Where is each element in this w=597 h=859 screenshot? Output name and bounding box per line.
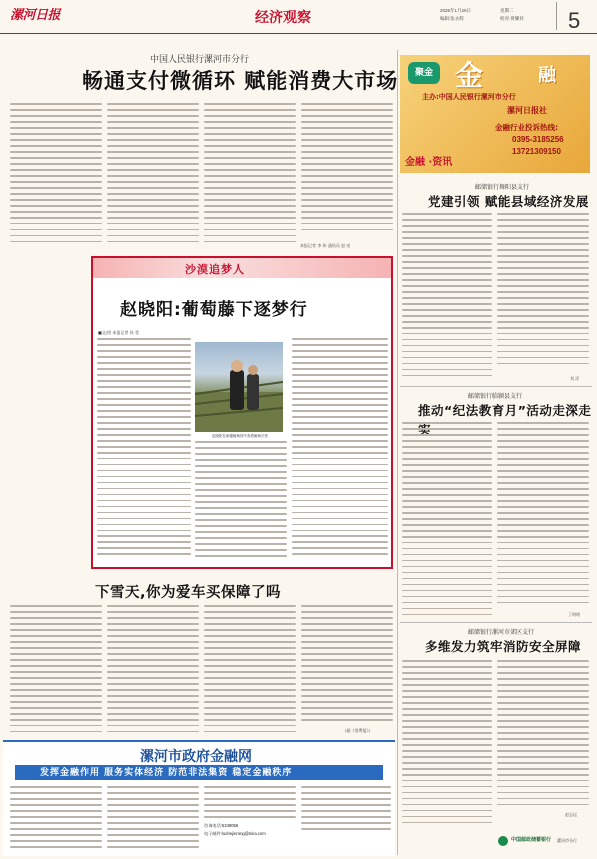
feature-headline: 赵晓阳:葡萄藤下逐梦行	[120, 300, 308, 320]
bank-logo-branch: 漯河市分行	[557, 838, 577, 843]
right-news-2-author: 丁明明	[568, 612, 580, 617]
snow-article-column-4	[301, 605, 393, 725]
right-news-3-column-1	[402, 660, 492, 830]
portal-contact-email: 电子邮件:luohejinrong@sina.com	[204, 831, 266, 836]
column-divider	[397, 50, 398, 855]
portal-column-1	[10, 786, 102, 852]
issue-date: 2026年1月20日	[440, 8, 472, 13]
finance-news-tag: 金融 ·资讯	[405, 157, 453, 168]
portal-column-2	[107, 786, 199, 852]
feature-banner-title: 沙漠追梦人	[185, 263, 245, 276]
bank-logo-name: 中国邮政储蓄银行	[511, 837, 552, 843]
divider	[400, 386, 592, 387]
vineyard-photo-icon	[195, 342, 283, 432]
right-news-2-column-2	[497, 422, 589, 612]
portal-column-3	[204, 786, 296, 822]
feature-column-2	[195, 441, 287, 563]
right-news-1-author: 刘 洋	[570, 376, 580, 381]
feature-column-1	[97, 338, 191, 563]
section-title: 经济观察	[255, 10, 311, 26]
right-news-1-headline: 党建引领 赋能县域经济发展	[428, 194, 589, 209]
portal-contact-phone: 咨询电话:5349066	[204, 823, 239, 828]
snow-article-column-2	[107, 605, 199, 737]
finance-portal-title: 漯河市政府金融网	[140, 749, 252, 765]
top-article-column-4	[301, 103, 393, 243]
right-news-1-subtitle: 邮储银行舞阳县支行	[475, 184, 530, 191]
editor: 编辑:张永辉	[440, 16, 464, 21]
right-news-2-subtitle: 邮储银行临颍县支行	[468, 393, 523, 400]
top-article-byline: 本报记者 李 伟 通讯员 赵 亮	[300, 243, 351, 248]
top-article-headline: 畅通支付微循环 赋能消费大市场	[82, 69, 399, 93]
right-news-3-author: 赵志远	[565, 812, 577, 817]
header-divider	[556, 2, 557, 30]
right-news-1-column-2	[497, 213, 589, 373]
issue-weekday: 星期二	[500, 8, 514, 13]
feature-photo	[195, 342, 283, 432]
feature-byline: ■文/图 本报记者 孙 莹	[98, 330, 139, 335]
ad-branch: 漯河日报社	[507, 106, 547, 115]
bank-logo-icon	[498, 836, 508, 846]
page-number: 5	[568, 8, 581, 33]
feature-column-3	[292, 338, 388, 563]
right-news-3-column-2	[497, 660, 589, 810]
finance-portal-slogan: 发挥金融作用 服务实体经济 防范非法集资 稳定金融秩序	[40, 768, 293, 778]
snow-article-column-3	[204, 605, 296, 737]
top-article-subtitle: 中国人民银行漯河市分行	[150, 55, 250, 65]
top-article-column-3	[204, 103, 296, 253]
ad-phone-1: 0395-3185256	[512, 135, 564, 144]
snow-article-headline: 下雪天,你为爱车买保障了吗	[95, 585, 282, 601]
portal-column-4	[301, 786, 391, 836]
right-news-2-column-1	[402, 422, 492, 622]
top-article-column-2	[107, 103, 199, 253]
snow-article-column-1	[10, 605, 102, 737]
right-news-3-headline: 多维发力筑牢消防安全屏障	[425, 639, 582, 654]
proofreader: 校对:黄耀祥	[500, 16, 524, 21]
ad-badge: 聚金	[408, 62, 440, 84]
ad-character-rong: 融	[538, 65, 556, 86]
ad-sponsor: 主办:中国人民银行漯河市分行	[422, 93, 516, 101]
divider	[400, 622, 592, 623]
ad-character-jin: 金	[455, 59, 484, 92]
feature-photo-caption: 赵晓阳在新疆葡萄园中查看葡萄长势	[212, 434, 268, 438]
ad-hotline-title: 金融行业投诉热线:	[495, 123, 558, 132]
newspaper-logo: 漯河日报	[10, 8, 61, 23]
right-news-1-column-1	[402, 213, 492, 383]
right-news-2-headline: 推动“纪法教育月”活动走深走	[418, 403, 592, 418]
top-article-column-1	[10, 103, 102, 253]
ad-phone-2: 13721309150	[512, 147, 561, 156]
snow-article-source: (据《消费报》)	[345, 728, 371, 733]
right-news-3-subtitle: 邮储银行漯河市郊区支行	[468, 629, 535, 636]
